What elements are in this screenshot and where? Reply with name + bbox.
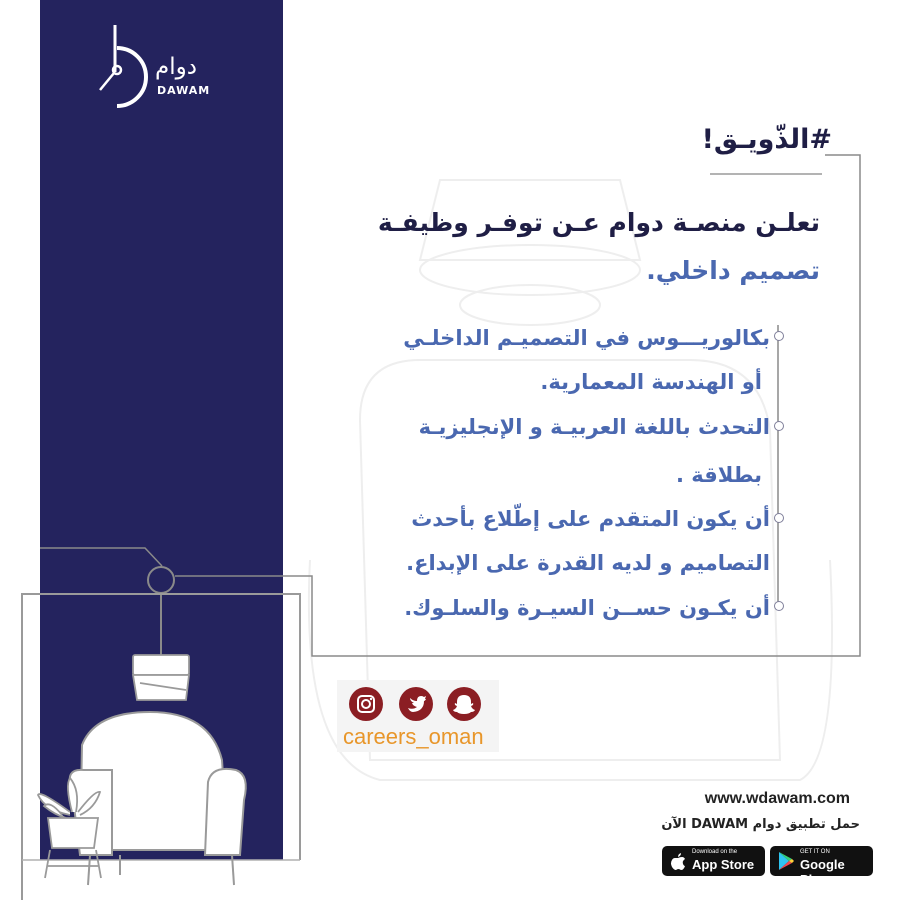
google-play-button[interactable] [770, 846, 873, 887]
logo-english-name: DAWAM [157, 84, 211, 97]
snapchat-icon[interactable] [447, 687, 481, 721]
instagram-icon[interactable] [349, 687, 383, 721]
requirement-line: أو الهندسة المعمارية. [540, 370, 762, 394]
social-links-box [337, 680, 499, 752]
app-store-button[interactable] [662, 846, 765, 876]
apple-icon [669, 851, 687, 871]
requirement-line: بطلاقة . [675, 463, 762, 487]
download-app-text: حمل تطبيق دوام DAWAM الآن [661, 817, 860, 832]
twitter-icon[interactable] [399, 687, 433, 721]
google-play-small-text: GET IT ON [800, 849, 830, 855]
bullet-dot [774, 513, 784, 523]
google-play-icon [777, 851, 795, 871]
lamp-illustration [133, 655, 189, 700]
google-play-label: Google Play [800, 857, 845, 887]
website-url[interactable]: www.wdawam.com [704, 790, 850, 807]
app-store-small-text: Download on the [692, 849, 738, 855]
app-store-label: App Store [692, 857, 755, 872]
logo-arabic-name: دوام [155, 54, 197, 80]
hashtag-heading: #الذّويـق! [701, 124, 832, 155]
bullet-dot [774, 601, 784, 611]
requirement-line: التحدث باللغة العربيـة و الإنجليزيـة [418, 415, 770, 439]
bullet-dot [774, 331, 784, 341]
social-handle[interactable]: careers_oman [343, 724, 484, 749]
requirement-line: أن يكـون حســن السيـرة والسلـوك. [404, 596, 770, 620]
requirement-line: بكالوريـــوس في التصميـم الداخلـي [403, 326, 770, 350]
requirement-line: أن يكون المتقدم على إطّلاع بأحدث [411, 507, 770, 531]
bullet-dot [774, 421, 784, 431]
announcement-title: تعلـن منصـة دوام عـن توفـر وظيفـة [377, 208, 820, 237]
requirement-line: التصاميم و لديه القدرة على الإبداع. [406, 551, 770, 575]
job-title: تصميم داخلي. [646, 256, 820, 285]
